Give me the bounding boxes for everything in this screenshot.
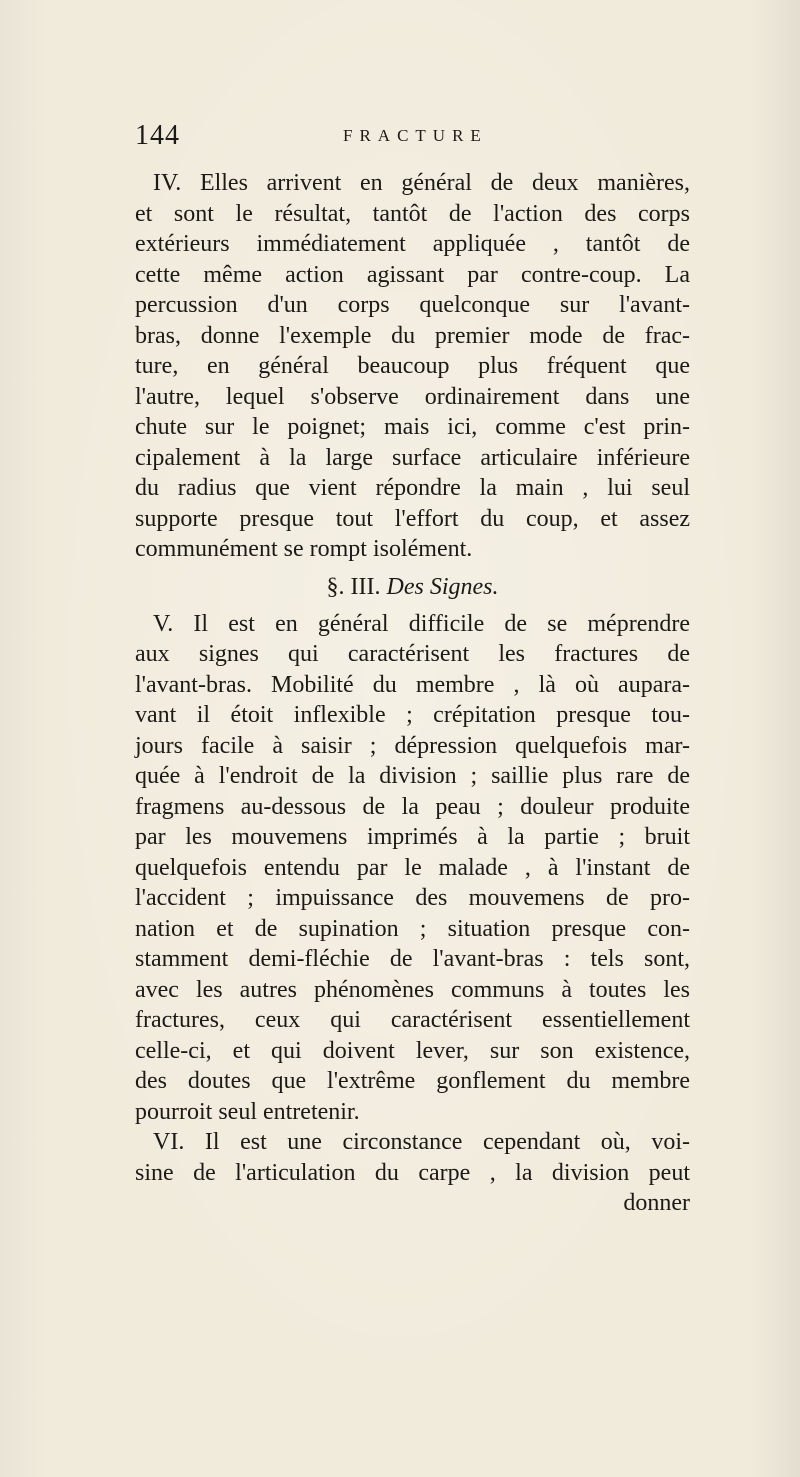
text-line: ture, en général beaucoup plus fréquent que	[135, 353, 690, 379]
paragraph-iv	[135, 168, 690, 565]
text-line: cette même action agissant par contre-coup. La	[135, 261, 690, 288]
text-line: des doutes que l'extrême gonflement du membre	[135, 1068, 690, 1094]
text-line: VI. Il est une circonstance cependant où, voi-	[153, 1129, 690, 1155]
page-header	[135, 120, 675, 170]
text-line: et sont le résultat, tantôt de l'action des corps	[135, 200, 690, 227]
text-line: pourroit seul entretenir.	[135, 1098, 360, 1125]
text-line: sine de l'articulation du carpe , la division peut	[135, 1159, 690, 1186]
text-line: du radius que vient répondre la main , lui seul	[135, 475, 690, 501]
text-line: quelquefois entendu par le malade , à l'instant de	[135, 854, 690, 881]
page-number: 144	[135, 120, 180, 151]
text-line: chute sur le poignet; mais ici, comme c'est prin-	[135, 414, 690, 440]
body-text	[135, 168, 690, 1219]
text-line: IV. Elles arrivent en général de deux manières,	[153, 170, 690, 196]
text-line: l'avant-bras. Mobilité du membre , là où aupara-	[135, 671, 690, 698]
text-line: cipalement à la large surface articulaire inférieure	[135, 444, 690, 471]
text-line: supporte presque tout l'effort du coup, et assez	[135, 505, 690, 532]
text-line: extérieurs immédiatement appliquée , tantôt de	[135, 231, 690, 257]
text-line: quée à l'endroit de la division ; saillie plus rare de	[135, 763, 690, 789]
text-line: aux signes qui caractérisent les fractures de	[135, 641, 690, 667]
text-line: communément se rompt isolément.	[135, 536, 473, 562]
text-line: l'accident ; impuissance des mouvemens de pro-	[135, 885, 690, 911]
text-line: par les mouvemens imprimés à la partie ; bruit	[135, 824, 690, 850]
text-line: bras, donne l'exemple du premier mode de frac-	[135, 322, 690, 349]
text-line: avec les autres phénomènes communs à toutes les	[135, 976, 690, 1003]
text-line: l'autre, lequel s'observe ordinairement dans une	[135, 383, 690, 410]
text-line: percussion d'un corps quelconque sur l'avant-	[135, 292, 690, 318]
text-line: fractures, ceux qui caractérisent essentiellement	[135, 1007, 690, 1033]
text-line: jours facile à saisir ; dépression quelquefois mar-	[135, 732, 690, 759]
section-title: Des Signes.	[386, 573, 499, 600]
text-line: nation et de supination ; situation presque con-	[135, 915, 690, 942]
text-line: V. Il est en général difficile de se méprendre	[153, 610, 690, 637]
paragraph-vi	[135, 1127, 690, 1188]
running-head: FRACTURE	[343, 126, 488, 145]
text-line: vant il étoit inflexible ; crépitation presque tou-	[135, 702, 690, 728]
text-line: stamment demi-fléchie de l'avant-bras : tels sont,	[135, 946, 690, 972]
section-heading	[135, 565, 690, 609]
paragraph-v	[135, 609, 690, 1128]
text-line: fragmens au-dessous de la peau ; douleur produite	[135, 793, 690, 820]
section-number: §. III.	[326, 573, 381, 600]
text-line: celle-ci, et qui doivent lever, sur son existence,	[135, 1037, 690, 1064]
catchword: donner	[623, 1190, 690, 1216]
